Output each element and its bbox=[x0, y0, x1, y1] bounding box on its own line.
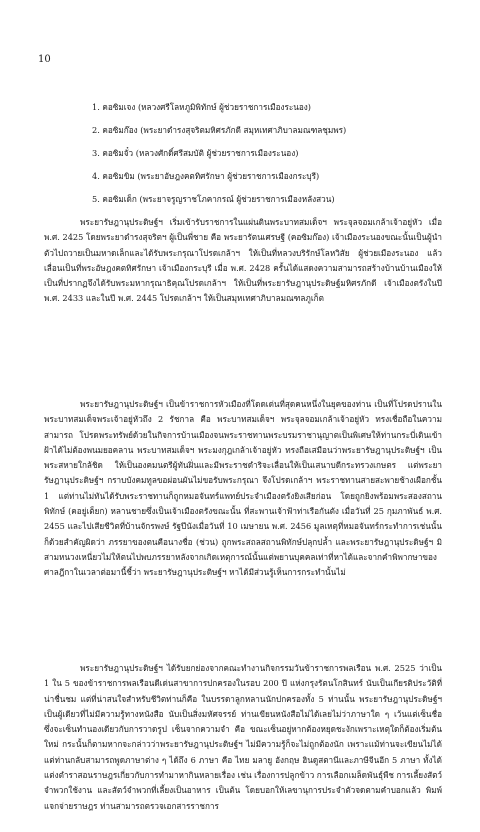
children-list bbox=[92, 96, 346, 211]
list-item: 4. คอซิมขิม (พระยาอัษฎงคตทิศรักษา ผู้ช่วยราชการเมืองกระบุรี) bbox=[92, 171, 320, 181]
page-number: 10 bbox=[38, 54, 51, 65]
list-item: 3. คอซิมจั๋ว (หลวงศักดิ์ศรีสมบัติ ผู้ช่วยราชการเมืองระนอง) bbox=[92, 148, 299, 158]
list-item: 1. คอซิมเจง (หลวงศรีโลหภูมิพิทักษ์ ผู้ช่วยราชการเมืองระนอง) bbox=[92, 102, 311, 112]
list-item: 2. คอซิมก๊อง (พระยาดำรงสุจริตมหิศรภักดี สมุหเทศาภิบาลมณฑลชุมพร) bbox=[92, 125, 347, 135]
list-item: 5. คอซิมเด็ก (พระยาจรูญราชโภคากรณ์ ผู้ช่วยราชการเมืองหลังสวน) bbox=[92, 194, 335, 204]
paragraph-royal-favor: พระยารัษฎานุประดิษฐ์ฯ เป็นข้าราชการหัวเมืองที่โดดเด่นที่สุดคนหนึ่งในยุคของท่าน เป็นที่โปรดปรานในพระบาทสมเด็จพระเจ้าอยู่หัวถึง 2 รัชกาล คือ พระบาทสมเด็จฯ พระจุลจอมเกล้าเจ้าอยู่หัว ทรงเชื่อถือในความสามารถ โปรดพระทรัพย์ด้วยในกิจการบ้านเมืองจนพระราชทานพระบรมราชานุญาตเป็นพิเศษให้ท่านกระบี่เดินเข้าฝ้าได้ไม่ต้องพนมยอคลาน พระบาทสมเด็จฯ พระมงกุฎเกล้าเจ้าอยู่หัว ทรงถือเสมือนว่าพระยารัษฎานุประดิษฐ์ฯ เป็นพระสหายใกล้ชิด ให้เป็นองคมนตรีผู้ทันฝิ่นและมีพระราชดำริจะเลื่อนให้เป็นเสนาบดีกระทรวงเกษตร แต่พระยารัษฎานุประดิษฐ์ฯ กราบบังคมทูลขอผ่อนผันไม่ขอรับพระกรุณา จึงโปรดเกล้าฯ พระราชทานสายสะพายช้างเผือกชั้น 1 แต่ท่านไม่ทันได้รับพระราชทานก็ถูกหมอจันทร์แพทย์ประจำเมืองตรังยิงเสียก่อน โดยถูกยิงพร้อมพระสองสถานพิทักษ์ (คอยู่เต็ยก) หลานชายซึ่งเป็นเจ้าเมืองตรังขณะนั้น ที่สะพานเจ้าฟ้าท่าเรือกันตัง เมื่อวันที่ 25 กุมภาพันธ์ พ.ศ. 2455 และไปเสียชีวิตที่บ้านจักรพงษ์ รัฐปีนังเมื่อวันที่ 10 เมษายน พ.ศ. 2456 มูลเหตุที่หมอจันทร์กระทำการเช่นนั้นก็ด้วยสำคัญผิดว่า ภรรยาของตนคือนางชื่อ (ช่วน) ถูกพระสถลสถานพิทักษ์ปลุกปล้ำ และพระยารัษฎานุประดิษฐ์ฯ มิสามหนวงเหนี่ยวไม่ให้ตนไปพบภรรยาหลังจากเกิดเหตุการณ์นั้นแต่พยานบุคคลเท่าที่หาได้และจากคำพิพากษาของศาลฎีกาในเวลาต่อมานี้ชี้ว่า พระยารัษฎานุประดิษฐ์ฯ หาได้มีส่วนรู้เห็นการกระทำนั้นไม่ bbox=[44, 399, 442, 578]
paragraph-recognition: พระยารัษฎานุประดิษฐ์ฯ ได้รับยกย่องจากคณะทำงานกิจกรรมวันข้าราชการพลเรือน พ.ศ. 2525 ว่าเป็น 1 ใน 5 ของข้าราชการพลเรือนดีเด่นสาขาการปกครองในรอบ 200 ปี แห่งกรุงรัตนโกสินทร์ นับเป็นเกียรติประวัติที่น่าชื่นชม แต่ที่น่าสนใจสำหรับชีวิตท่านก็คือ ในบรรดาลูกหลานนักปกครองทั้ง 5 ท่านนั้น พระยารัษฎานุประดิษฐ์ฯ เป็นผู้เดียวที่ไม่มีความรู้ทางหนังสือ นับเป็นสิ่งมหัศจรรย์ ท่านเขียนหนังสือไม่ได้เลยไม่ว่าภาษาใด ๆ เว้นแต่เซ็นชื่อ ซึ่งจะเซ็นทำนองเดียวกับการวาดรูป เซ็นจากความจำ คือ ขณะเซ็นอยู่หากต้องหยุดชะงักเพราะเหตุใดก็ต้องเริ่มต้นใหม่ กระนั้นก็ตามหากจะกล่าวว่าพระยารัษฎานุประดิษฐ์ฯ ไม่มีความรู้ก็จะไม่ถูกต้องนัก เพราะแม้ท่านจะเขียนไม่ได้แต่ท่านกลับสามารถพูดภาษาต่าง ๆ ได้ถึง 6 ภาษา คือ ไทย มลายู อังกฤษ ฮินดูสตานีและภาษีจีนอีก 5 ภาษา ทั้งได้แต่งตำราสอนราษฎรเกี่ยวกับการทำมาหากินหลายเรื่อง เช่น เรื่องการปลูกข้าว การเลือกเมล็ดพันธุ์พืช การเลี้ยงสัตว์จำพวกใช้งาน และสัตว์จำพวกที่เลี้ยงเป็นอาหาร เป็นต้น โดยบอกให้เลขานุการประจำตัวจดตามคำบอกแล้ว พิมพ์แจกจ่ายราษฎร ท่านสามารถตรวจเอกสารราชการ bbox=[44, 663, 442, 811]
paragraph-career: พระยารัษฎานุประดิษฐ์ฯ เริ่มเข้ารับราชการในแผ่นดินพระบาทสมเด็จฯ พระจุลจอมเกล้าเจ้าอยู่หัว เมื่อ พ.ศ. 2425 โดยพระยาดำรงสุจริตฯ ผู้เป็นพี่ชาย คือ พระยารัตนเศรษฐี (คอซิมก๊อง) เจ้าเมืองระนองขณะนั้นเป็นผู้นำตัวไปถวายเป็นมหาดเล็กและได้รับพระกรุณาโปรดเกล้าฯ ให้เป็นที่หลวงบริรักษ์โลหวิสัย ผู้ช่วยเมืองระนอง แล้วเลื่อนเป็นที่พระอัษฎงคตทิศรักษา เจ้าเมืองกระบุรี เมื่อ พ.ศ. 2428 ครั้นได้แสดงความสามารถสร้างบ้านบ้านเมืองให้เป็นที่ปรากฏจึงได้รับพระมหากรุณาธิคุณโปรดเกล้าฯ ให้เป็นที่พระยารัษฎานุประดิษฐ์มหิศรภักดี เจ้าเมืองตรังในปี พ.ศ. 2433 และในปี พ.ศ. 2445 โปรดเกล้าฯ ให้เป็นสมุหเทศาภิบาลมณฑลภูเก็ต bbox=[44, 217, 442, 304]
